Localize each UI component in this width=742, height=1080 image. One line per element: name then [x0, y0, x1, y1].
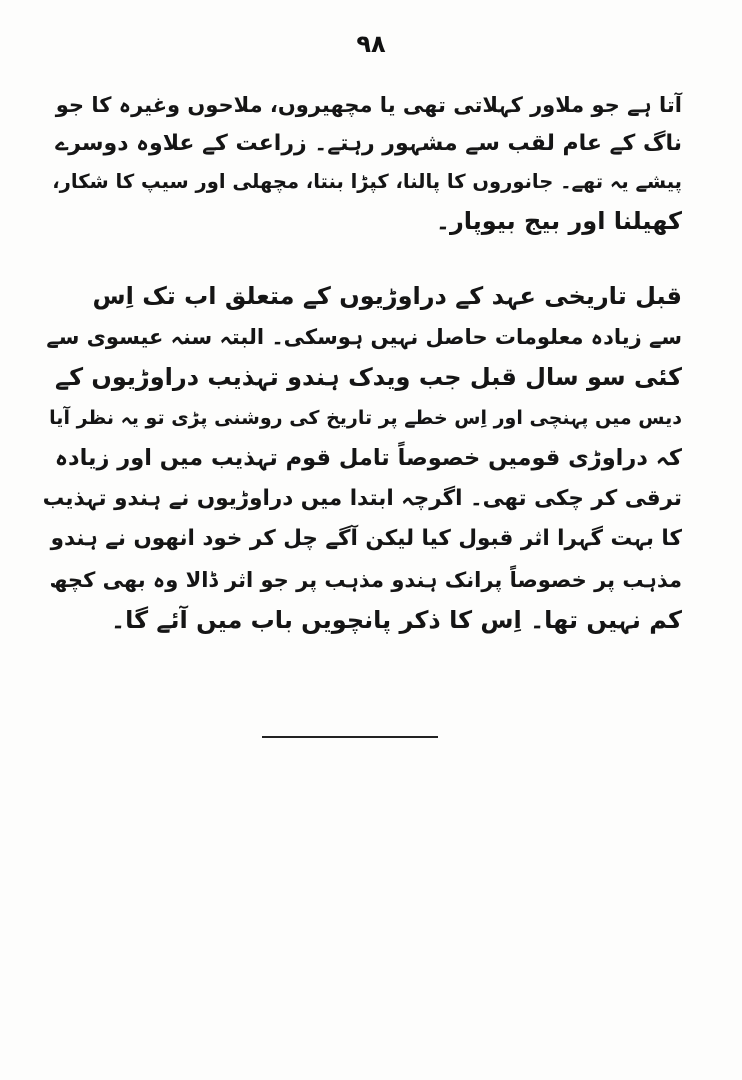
- text-line: کئی سو سال قبل جب ویدک ہندو تہذیب دراوڑیوں کے: [55, 363, 682, 391]
- text-line: دیس میں پہنچی اور اِس خطے پر تاریخ کی روشنی پڑی تو یہ نظر آیا: [49, 406, 682, 429]
- text-line: ناگ کے عام لقب سے مشہور رہتے۔ زراعت کے علاوہ دوسرے: [55, 130, 682, 156]
- text-line: قبل تاریخی عہد کے دراوڑیوں کے متعلق اب تک اِس: [92, 282, 682, 310]
- page-number: ۹۸: [356, 30, 386, 58]
- text-line: مذہب پر خصوصاً پرانک ہندو مذہب پر جو اثر ڈالا وہ بھی کچھ: [49, 567, 682, 592]
- text-line: کہ دراوڑی قومیں خصوصاً تامل قوم تہذیب میں اور زیادہ: [54, 445, 682, 471]
- paragraph-1: [42, 86, 682, 240]
- text-line: کا بہت گہرا اثر قبول کیا لیکن آگے چل کر خود انھوں نے ہندو: [50, 526, 682, 551]
- paragraph-2: [42, 276, 682, 641]
- text-line: پیشے یہ تھے۔ جانوروں کا پالنا، کپڑا بنتا، مچھلی اور سیپ کا شکار،: [52, 170, 682, 193]
- text-line: کھیلنا اور بیج بیوپار۔: [435, 206, 682, 235]
- text-line: کم نہیں تھا۔ اِس کا ذکر پانچویں باب میں آئے گا۔: [111, 606, 682, 634]
- text-line: سے زیادہ معلومات حاصل نہیں ہوسکی۔ البتہ سنہ عیسوی سے: [46, 324, 682, 349]
- text-line: ترقی کر چکی تھی۔ اگرچہ ابتدا میں دراوڑیوں نے ہندو تہذیب: [42, 485, 682, 511]
- text-line: آتا ہے جو ملاور کہلاتی تھی یا مچھیروں، ملاحوں وغیرہ کا جو: [55, 93, 682, 117]
- section-end-rule: [262, 736, 438, 738]
